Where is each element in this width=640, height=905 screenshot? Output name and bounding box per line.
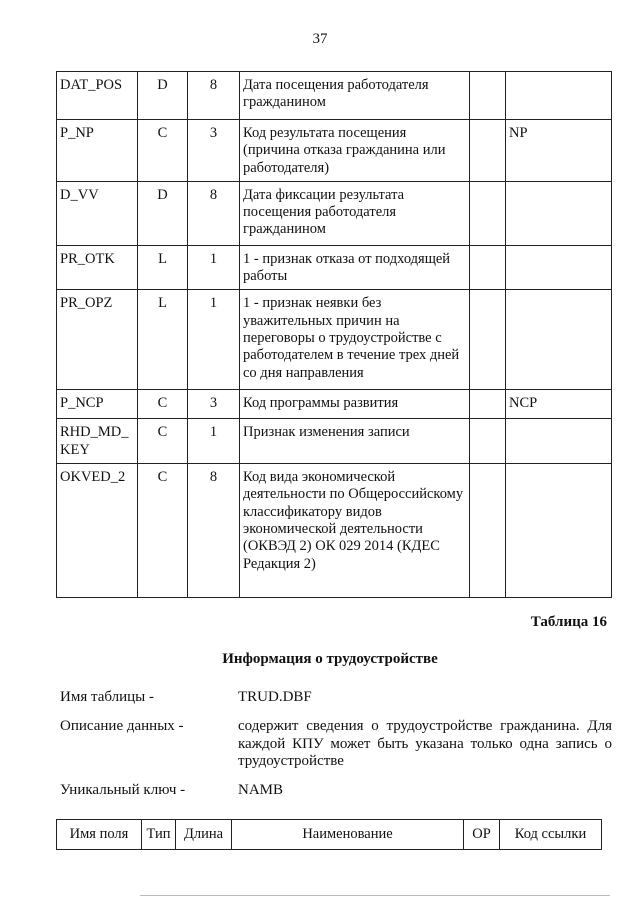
- field-ref-cell: NCP: [506, 390, 612, 419]
- field-ref-cell: [506, 72, 612, 120]
- field-length-cell: 8: [188, 181, 240, 245]
- field-type-cell: L: [138, 245, 188, 290]
- field-length-cell: 8: [188, 464, 240, 598]
- field-description-cell: Код результата посещения (причина отказа гражданина или работодателя): [240, 120, 470, 182]
- field-name-cell: P_NP: [57, 120, 138, 182]
- header-cell-type: Тип: [142, 820, 176, 850]
- table-row: [57, 464, 612, 598]
- field-length-cell: 1: [188, 290, 240, 390]
- field-description-cell: 1 - признак отказа от подходящей работы: [240, 245, 470, 290]
- table-row: [57, 419, 612, 464]
- meta-value: TRUD.DBF: [238, 689, 312, 705]
- field-description-cell: Код вида экономической деятельности по Общероссийскому классификатору видов экономической деятельности (ОКВЭД 2) ОК 029 2014 (КДЕС Редакция 2): [240, 464, 470, 598]
- field-type-cell: D: [138, 72, 188, 120]
- field-name-cell: DAT_POS: [57, 72, 138, 120]
- header-cell-name: Имя поля: [57, 820, 142, 850]
- meta-value: NAMB: [238, 782, 284, 798]
- field-name-cell: P_NCP: [57, 390, 138, 419]
- section-title: Информация о трудоустройстве: [222, 651, 438, 667]
- field-name-cell: PR_OPZ: [57, 290, 138, 390]
- fields-table: [56, 71, 612, 598]
- field-op-cell: [470, 181, 506, 245]
- field-op-cell: [470, 245, 506, 290]
- table-row: [57, 245, 612, 290]
- field-op-cell: [470, 419, 506, 464]
- field-name-cell: OKVED_2: [57, 464, 138, 598]
- field-length-cell: 3: [188, 390, 240, 419]
- field-description-cell: Код программы развития: [240, 390, 470, 419]
- header-cell-description: Наименование: [232, 820, 464, 850]
- header-cell-length: Длина: [176, 820, 232, 850]
- meta-value: содержит сведения о трудоустройстве гражданина. Для каждой КПУ может быть указана только одна запись о трудоустройстве: [238, 718, 612, 769]
- table-row: [57, 72, 612, 120]
- field-description-cell: Дата посещения работодателя гражданином: [240, 72, 470, 120]
- field-op-cell: [470, 390, 506, 419]
- field-type-cell: L: [138, 290, 188, 390]
- field-op-cell: [470, 464, 506, 598]
- meta-label: Описание данных -: [60, 718, 184, 734]
- field-description-cell: Признак изменения записи: [240, 419, 470, 464]
- fields-table-body: [57, 72, 612, 598]
- field-name-cell: RHD_MD_ KEY: [57, 419, 138, 464]
- field-length-cell: 8: [188, 72, 240, 120]
- field-name-cell: D_VV: [57, 181, 138, 245]
- table-row: [57, 181, 612, 245]
- field-ref-cell: [506, 419, 612, 464]
- field-length-cell: 1: [188, 245, 240, 290]
- field-length-cell: 3: [188, 120, 240, 182]
- page-number: 37: [312, 31, 328, 47]
- field-type-cell: D: [138, 181, 188, 245]
- table-label: Таблица 16: [530, 614, 607, 630]
- field-length-cell: 1: [188, 419, 240, 464]
- field-ref-cell: [506, 181, 612, 245]
- field-description-cell: 1 - признак неявки без уважительных причин на переговоры о трудоустройстве с работодателем в течение трех дней со дня направления: [240, 290, 470, 390]
- table-row: [57, 290, 612, 390]
- field-op-cell: [470, 120, 506, 182]
- table-header-row: [57, 820, 602, 850]
- field-op-cell: [470, 290, 506, 390]
- header-cell-ref: Код ссылки: [500, 820, 602, 850]
- field-op-cell: [470, 72, 506, 120]
- field-description-cell: Дата фиксации результата посещения работодателя гражданином: [240, 181, 470, 245]
- field-ref-cell: [506, 290, 612, 390]
- field-type-cell: C: [138, 419, 188, 464]
- scan-edge-line: [140, 895, 610, 896]
- meta-label: Имя таблицы -: [60, 689, 154, 705]
- field-type-cell: C: [138, 390, 188, 419]
- field-ref-cell: [506, 464, 612, 598]
- header-cell-op: ОР: [464, 820, 500, 850]
- table16-header: [56, 819, 602, 850]
- table-row: [57, 120, 612, 182]
- meta-label: Уникальный ключ -: [60, 782, 186, 798]
- field-type-cell: C: [138, 464, 188, 598]
- table-row: [57, 390, 612, 419]
- field-type-cell: C: [138, 120, 188, 182]
- field-ref-cell: [506, 245, 612, 290]
- field-name-cell: PR_OTK: [57, 245, 138, 290]
- field-ref-cell: NP: [506, 120, 612, 182]
